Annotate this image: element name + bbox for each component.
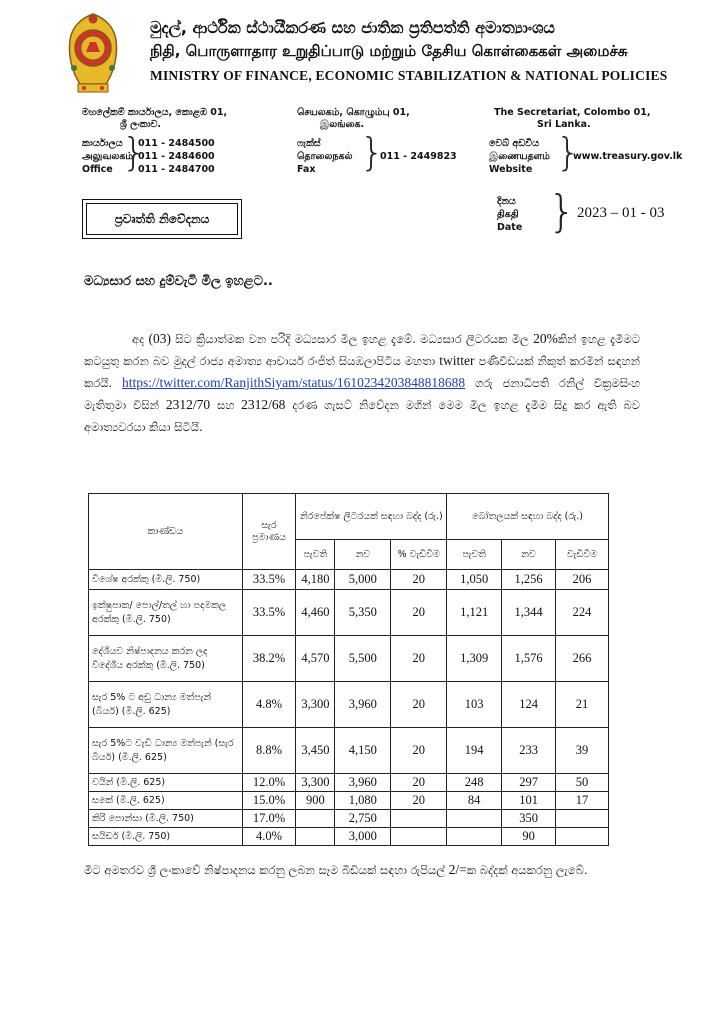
twitter-status-link[interactable]: https://twitter.com/RanjithSiyam/status/1610234203848818688	[122, 375, 466, 390]
row-new-bottle: 124	[502, 682, 556, 728]
row-existing-bottle: 103	[447, 682, 502, 728]
row-strength: 8.8%	[242, 728, 296, 774]
web-label-sinhala: වෙබ් අඩවිය	[489, 138, 539, 149]
office-label-sinhala: කාර්යාලය	[82, 138, 123, 149]
row-pct-increase: 20	[391, 774, 447, 792]
row-category: සකේ (මි.ලි. 625)	[89, 792, 243, 810]
table-row	[89, 774, 609, 792]
row-new-litre: 3,960	[335, 774, 391, 792]
row-new-bottle: 350	[502, 810, 556, 828]
header-existing-bottle: පැවති	[447, 540, 502, 570]
date-label-english: Date	[497, 222, 523, 233]
row-existing-bottle: 1,050	[447, 570, 502, 590]
row-existing-litre	[296, 828, 335, 846]
row-category: සයිඩර් (මි.ලි. 750)	[89, 828, 243, 846]
row-new-bottle: 1,576	[502, 636, 556, 682]
press-release-label: ප්‍රවෘත්ති නිවේදනය	[86, 203, 238, 235]
header-increase-bottle: වැඩිවීම	[556, 540, 609, 570]
row-new-bottle: 1,344	[502, 590, 556, 636]
row-pct-increase: 20	[391, 792, 447, 810]
row-increase-bottle	[556, 810, 609, 828]
row-increase-bottle: 206	[556, 570, 609, 590]
office-phone-2: 011 - 2484600	[138, 151, 215, 162]
release-date: 2023 – 01 - 03	[577, 205, 665, 221]
subject-heading: මධ්‍යසාර සහ දුම්වැටි මිල ඉහළට..	[84, 274, 273, 289]
address-tamil-line2: இலங்கை.	[320, 119, 365, 130]
row-existing-litre: 3,300	[296, 682, 335, 728]
row-existing-bottle: 84	[447, 792, 502, 810]
row-new-litre: 5,350	[335, 590, 391, 636]
row-pct-increase: 20	[391, 682, 447, 728]
row-new-litre: 1,080	[335, 792, 391, 810]
office-label-tamil: அலுவலகம்	[82, 151, 134, 162]
row-category: සැර 5%ට වැඩි ධාන්‍ය මත්පැන් (සැර බියර්) (මි.ලි. 625)	[89, 728, 243, 774]
address-english-line2: Sri Lanka.	[537, 119, 591, 130]
row-existing-bottle: 194	[447, 728, 502, 774]
row-category: විශේෂ අරක්කු (මි.ලි. 750)	[89, 570, 243, 590]
table-row	[89, 792, 609, 810]
row-strength: 17.0%	[242, 810, 296, 828]
row-increase-bottle: 39	[556, 728, 609, 774]
fax-label-sinhala: ෆැක්ස්	[297, 138, 321, 149]
header-category: කාණ්ඩය	[89, 494, 243, 570]
office-phone-1: 011 - 2484500	[138, 138, 215, 149]
table-row	[89, 570, 609, 590]
row-increase-bottle: 50	[556, 774, 609, 792]
table-row	[89, 590, 609, 636]
row-increase-bottle: 224	[556, 590, 609, 636]
table-row	[89, 682, 609, 728]
table-row	[89, 636, 609, 682]
row-new-litre: 5,000	[335, 570, 391, 590]
row-new-bottle: 297	[502, 774, 556, 792]
row-increase-bottle: 17	[556, 792, 609, 810]
web-brace: }	[556, 130, 581, 174]
website-link[interactable]: www.treasury.gov.lk	[573, 151, 683, 162]
fax-label-tamil: தொலைநகல்	[297, 151, 353, 162]
footer-paragraph: මීට අමතරව ශ්‍රී ලංකාවේ නිෂ්පාදනය කරනු ලබන සෑම බීඩියක් සඳහා රුපියල් 2/=ක බද්දක් අයකරනු ලැබේ.	[84, 862, 588, 877]
row-increase-bottle: 21	[556, 682, 609, 728]
header-pct-increase: % වැඩිවීම	[391, 540, 447, 570]
ministry-title-sinhala: මුදල්, ආර්ථික ස්ථායීකරණ සහ ජාතික ප්‍රතිපත්ති අමාත්‍යාංශය	[150, 18, 555, 37]
fax-brace: }	[360, 130, 385, 174]
row-strength: 33.5%	[242, 590, 296, 636]
row-new-bottle: 233	[502, 728, 556, 774]
row-existing-litre: 3,450	[296, 728, 335, 774]
row-new-bottle: 101	[502, 792, 556, 810]
tax-table	[88, 493, 609, 846]
row-pct-increase	[391, 828, 447, 846]
row-category: වයින් (මි.ලි. 625)	[89, 774, 243, 792]
date-brace: }	[548, 186, 576, 237]
row-existing-litre: 4,180	[296, 570, 335, 590]
row-category: දේශීයව නිෂ්පාදනය කරන ලද විදේශීය අරක්කු (මි.ලි. 750)	[89, 636, 243, 682]
row-existing-bottle: 248	[447, 774, 502, 792]
row-new-bottle: 90	[502, 828, 556, 846]
row-strength: 4.0%	[242, 828, 296, 846]
row-existing-bottle: 1,309	[447, 636, 502, 682]
row-existing-bottle: 1,121	[447, 590, 502, 636]
table-row	[89, 728, 609, 774]
row-existing-litre: 4,570	[296, 636, 335, 682]
table-row	[89, 828, 609, 846]
office-phone-3: 011 - 2484700	[138, 164, 215, 175]
row-category: කිරි පොන්සා (මි.ලි. 750)	[89, 810, 243, 828]
header-per-litre-tax: නිරපේක්ෂ ලීටරයක් සඳහා බද්ද (රු.)	[296, 494, 447, 540]
row-new-litre: 3,000	[335, 828, 391, 846]
ministry-title-english: MINISTRY OF FINANCE, ECONOMIC STABILIZATION & NATIONAL POLICIES	[150, 68, 668, 83]
office-brace: }	[122, 130, 147, 174]
office-label-english: Office	[82, 164, 113, 175]
web-label-english: Website	[489, 164, 533, 175]
row-new-litre: 5,500	[335, 636, 391, 682]
row-strength: 4.8%	[242, 682, 296, 728]
fax-number: 011 - 2449823	[380, 151, 457, 162]
row-existing-bottle	[447, 810, 502, 828]
ministry-title-tamil: நிதி, பொருளாதார உறுதிப்பாடு மற்றும் தேசிய கொள்கைகள் அமைச்சு	[150, 42, 628, 60]
header-per-bottle-tax: බෝතලයක් සඳහා බද්ද (රු.)	[447, 494, 609, 540]
row-pct-increase: 20	[391, 728, 447, 774]
row-existing-litre: 3,300	[296, 774, 335, 792]
row-existing-litre: 900	[296, 792, 335, 810]
address-sinhala-line2: ශ්‍රී ලංකාව.	[120, 119, 162, 130]
row-existing-litre: 4,460	[296, 590, 335, 636]
header-existing: පැවති	[296, 540, 335, 570]
row-pct-increase: 20	[391, 570, 447, 590]
fax-label-english: Fax	[297, 164, 316, 175]
row-strength: 33.5%	[242, 570, 296, 590]
row-strength: 12.0%	[242, 774, 296, 792]
row-category: ඉක්ෂුපාක/ පොල්/තල් හා පදමකල අරක්කු (මි.ලි. 750)	[89, 590, 243, 636]
row-existing-litre	[296, 810, 335, 828]
row-pct-increase	[391, 810, 447, 828]
row-existing-bottle	[447, 828, 502, 846]
table-row	[89, 810, 609, 828]
address-english-line1: The Secretariat, Colombo 01,	[494, 107, 651, 118]
body-paragraph: අද (03) සිට ක්‍රියාත්මක වන පරිදි මධ්‍යසාර මිල ඉහළ දැමේ. මධ්‍යසාර ලීටරයක මිල 20%කින් ඉහළ දැමීමට කටයුතු කරන බව මුදල් රාජ්‍ය අමාත්‍ය ආචාර්ය රංජිත් සියඹලාපිටිය මහතා twitter පණිවිඩයක් නිකුත් කරමින් සඳහන් කරයි. https://twitter.com/RanjithSiyam/status/1610234203848818688 ගරු ජනාධිපති රනිල් වික්‍රමසිංහ මැතිතුමා විසින් 2312/70 සහ 2312/68 දරණ ගැසට් නිවේදන මගින් මෙම මිල ඉහළ දැමීම සිදු කර ඇති බව අමාත්‍යවරයා කියා සිටියි.	[84, 331, 640, 434]
date-label-tamil: திகதி	[497, 209, 519, 220]
row-pct-increase: 20	[391, 590, 447, 636]
sri-lanka-emblem-icon	[62, 12, 124, 98]
row-new-litre: 3,960	[335, 682, 391, 728]
row-new-litre: 4,150	[335, 728, 391, 774]
header-strength: සැර ප්‍රමාණය	[242, 494, 296, 570]
row-strength: 15.0%	[242, 792, 296, 810]
address-tamil-line1: செயலகம், கொழும்பு 01,	[297, 107, 410, 118]
date-label-sinhala: දිනය	[497, 196, 516, 207]
row-new-litre: 2,750	[335, 810, 391, 828]
row-increase-bottle	[556, 828, 609, 846]
row-increase-bottle: 266	[556, 636, 609, 682]
row-new-bottle: 1,256	[502, 570, 556, 590]
web-label-tamil: இணையதளம்	[489, 151, 550, 162]
address-sinhala-line1: මහලේකම් කාර්යාලය, කොළඹ 01,	[82, 107, 228, 118]
row-category: සැර 5% ට අඩු ධාන්‍ය මත්පැන් (බියර්) (මි.ලි. 625)	[89, 682, 243, 728]
row-strength: 38.2%	[242, 636, 296, 682]
row-pct-increase: 20	[391, 636, 447, 682]
header-new: නව	[335, 540, 391, 570]
header-new-bottle: නව	[502, 540, 556, 570]
